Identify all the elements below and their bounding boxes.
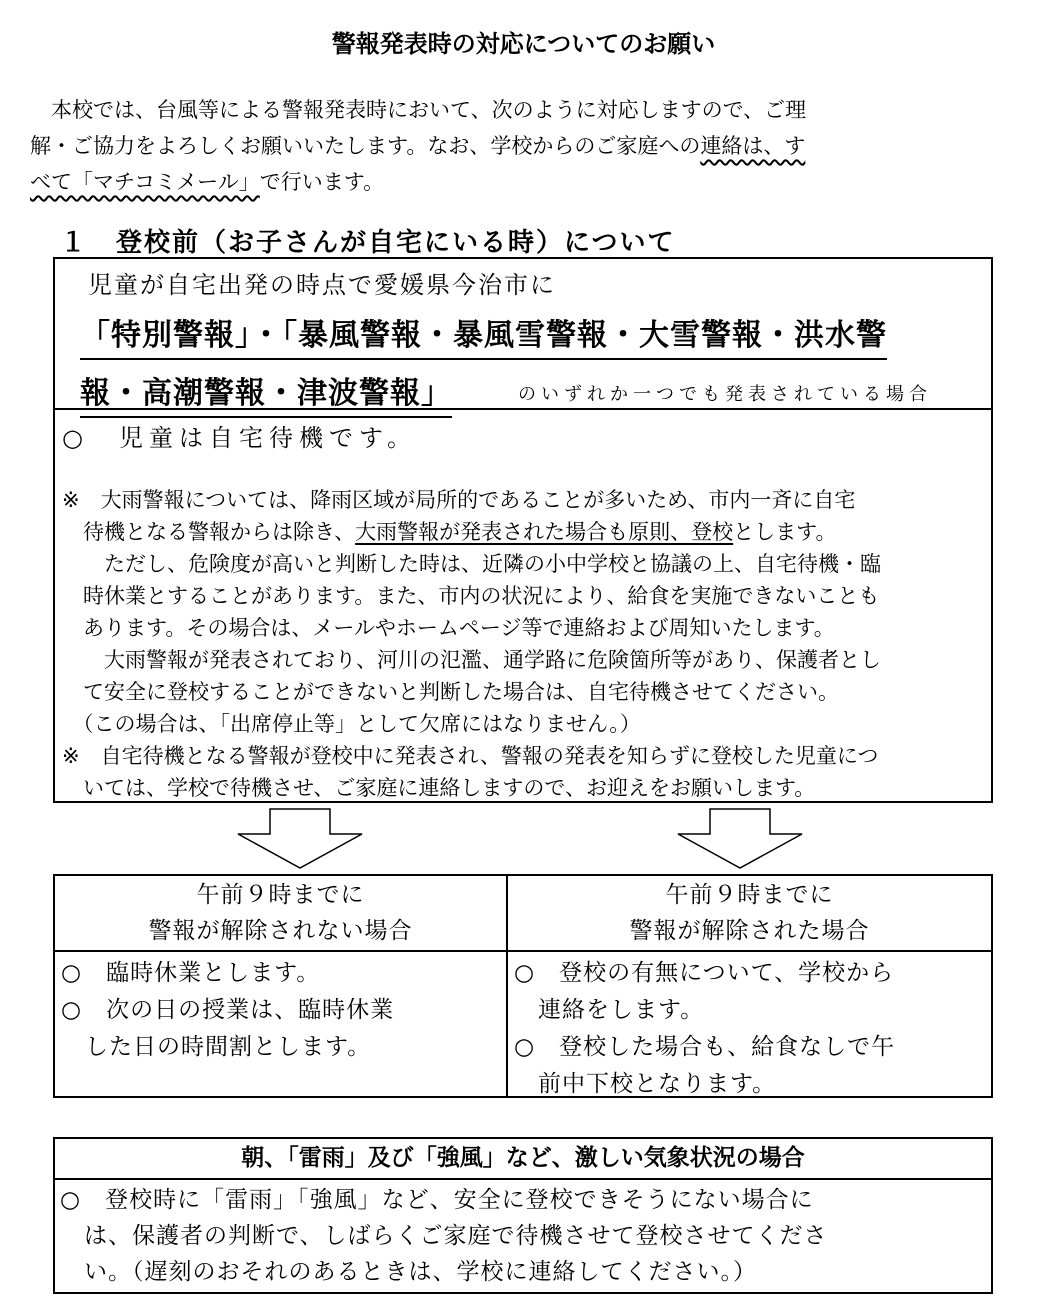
column-item: した日の時間割とします。: [61, 1034, 372, 1060]
note-line: ただし、危険度が高いと判断した時は、近隣の小中学校と協議の上、自宅待機・臨: [62, 552, 881, 576]
lifted-column: [508, 877, 991, 1103]
body-line: ○ 登校時に「雷雨」「強風」など、安全に登校できそうにない場合に: [60, 1187, 814, 1213]
column-item: ○ 登校した場合も、給食なしで午: [514, 1034, 896, 1060]
column-heading: 警報が解除された場合: [629, 918, 870, 944]
note-line: ※ 大雨警報については、降雨区域が局所的であることが多いため、市内一斉に自宅: [62, 488, 856, 512]
intro-line: 解・ご協力をよろしくお願いいたします。なお、学校からのご家庭への: [30, 134, 701, 158]
column-item: ○ 登校の有無について、学校から: [514, 960, 895, 986]
body-line: い。（遅刻のおそれのあるときは、学校に連絡してください。）: [60, 1259, 757, 1285]
divider: [55, 408, 991, 410]
down-arrow-icon: [236, 808, 364, 870]
intro-line: で行います。: [259, 170, 385, 194]
column-item: ○ 次の日の授業は、臨時休業: [61, 997, 395, 1023]
column-heading: 警報が解除されない場合: [148, 918, 413, 944]
down-arrow-icon: [676, 808, 804, 870]
intro-paragraph: [30, 92, 960, 200]
note-line: て安全に登校することができないと判断した場合は、自宅待機させてください。: [62, 680, 839, 704]
note-underlined: 大雨警報が発表された場合も原則、登校: [355, 520, 734, 544]
note-line: 大雨警報が発表されており、河川の氾濫、通学路に危険箇所等があり、保護者とし: [62, 648, 881, 672]
warning-list-line: 「特別警報」・「暴風警報・暴風雪警報・大雪警報・洪水警: [80, 310, 887, 360]
section3-heading: 朝、「雷雨」及び「強風」など、激しい気象状況の場合: [241, 1145, 805, 1171]
note-line: いては、学校で待機させ、ご家庭に連絡しますので、お迎えをお願いします。: [62, 776, 816, 800]
condition-suffix: のいずれか一つでも発表されている場合: [518, 384, 932, 405]
condition-line: 児童が自宅出発の時点で愛媛県今治市に: [88, 271, 556, 299]
column-item: 連絡をします。: [514, 997, 705, 1023]
note-line: ※ 自宅待機となる警報が登校中に発表され、警報の発表を知らずに登校した児童につ: [62, 744, 879, 768]
home-wait-notice: ○ 児童は自宅待機です。: [62, 424, 418, 452]
section3-body: [60, 1182, 985, 1290]
note-line: 時休業とすることがあります。また、市内の状況により、給食を実施できないことも: [62, 584, 880, 608]
note-line: [62, 516, 987, 548]
divider: [55, 1178, 991, 1180]
intro-emphasis: 連絡は、す: [700, 134, 806, 158]
column-item: ○ 臨時休業とします。: [61, 960, 321, 986]
column-item: 前中下校となります。: [514, 1071, 777, 1097]
note-line: あります。その場合は、メールやホームページ等で連絡および周知いたします。: [62, 616, 835, 640]
not-lifted-column: [55, 877, 506, 1066]
body-line: は、保護者の判断で、しばらくご家庭で待機させて登校させてくださ: [60, 1223, 828, 1249]
note-text: 待機となる警報からは除き、: [62, 520, 356, 544]
intro-line: 本校では、台風等による警報発表時において、次のように対応しますので、ご理: [30, 98, 807, 122]
note-line: （この場合は、「出席停止等」として欠席にはなりません。）: [62, 712, 641, 736]
intro-emphasis: べて「マチコミメール」: [30, 170, 260, 194]
column-heading: 午前９時までに: [196, 882, 365, 908]
page-title: 警報発表時の対応についてのお願い: [331, 30, 716, 58]
note-text: とします。: [733, 520, 837, 544]
section1-heading: １ 登校前（お子さんが自宅にいる時）について: [60, 228, 676, 258]
column-heading: 午前９時までに: [665, 882, 834, 908]
warning-list-line: 報・高潮警報・津波警報」: [80, 368, 452, 418]
section1-notes: [62, 484, 987, 804]
